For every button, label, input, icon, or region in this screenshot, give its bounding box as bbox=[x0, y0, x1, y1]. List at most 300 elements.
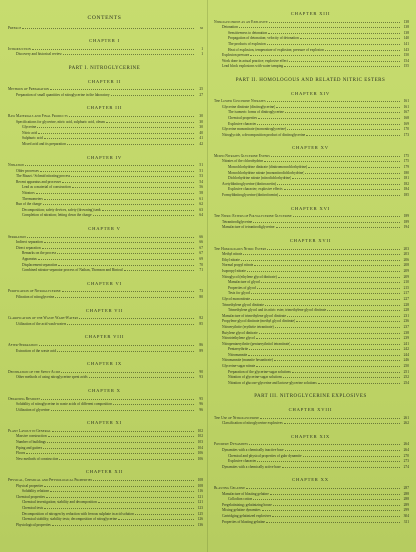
toc-entry-title: Nitrates of the chlorohydrins bbox=[222, 159, 264, 164]
toc-page-number: 121 bbox=[197, 500, 203, 505]
toc-entry-title: Lead block explosions with water tamping bbox=[222, 64, 284, 69]
dot-leader bbox=[118, 519, 194, 520]
toc-page-number: xi bbox=[199, 25, 203, 30]
dot-leader bbox=[47, 442, 194, 443]
dot-leader bbox=[39, 345, 194, 346]
toc-entry-title: Displacement separation bbox=[22, 262, 58, 267]
toc-entry bbox=[212, 64, 409, 70]
chapter-heading: CHAPTER XVII bbox=[289, 238, 332, 243]
dot-leader bbox=[284, 423, 400, 424]
dot-leader bbox=[289, 61, 400, 62]
dot-leader bbox=[43, 448, 194, 449]
toc-entry-title: Formyldinitroglycerine (dinitroformin) bbox=[222, 193, 279, 198]
toc-entry-title: Physiological properties bbox=[16, 522, 51, 527]
toc-entry-title: The isomeric forms of dinitroglycerine bbox=[228, 110, 284, 115]
dot-leader bbox=[67, 324, 194, 325]
dot-leader bbox=[42, 248, 194, 249]
toc-entry-title: Other methods of using nitroglycerine spent acids bbox=[16, 375, 88, 380]
toc-entry-title: Sensitiveness to detonation bbox=[228, 30, 268, 35]
dot-leader bbox=[41, 399, 194, 400]
dot-leader bbox=[293, 216, 400, 217]
dot-leader bbox=[32, 49, 194, 50]
toc-page-number: 173 bbox=[403, 132, 409, 137]
toc-entry-title: Number of buildings bbox=[16, 440, 46, 445]
toc-page-number: 237 bbox=[403, 324, 409, 329]
toc-entry-title: Nitration bbox=[8, 163, 25, 168]
dot-leader bbox=[254, 265, 400, 266]
toc-entry-title: Glycerine mononitrate (mononitroglycerine) bbox=[222, 127, 287, 132]
toc-page-number: 56 bbox=[199, 185, 203, 190]
toc-entry-title: The Use of Nitroglycerine bbox=[214, 415, 260, 420]
toc-page-number: 30 bbox=[199, 119, 203, 124]
toc-entry-title: Propylene glycol dinitrate (methyl glycol dinitrate) bbox=[222, 319, 296, 324]
toc-page-number: 61 bbox=[199, 196, 203, 201]
dot-leader bbox=[305, 173, 400, 174]
dot-leader bbox=[250, 55, 400, 56]
toc-entry-title: The Homologous Nitric Esters bbox=[214, 246, 267, 251]
toc-page-number: 239 bbox=[403, 336, 409, 341]
toc-entry-title: Sulphuric acid bbox=[22, 136, 43, 141]
toc-page-number: 121 bbox=[197, 494, 203, 499]
toc-entry-title: Plant Layout in General bbox=[8, 428, 51, 433]
toc-entry-title: Acetyldinitroglycerine (dinitroacetin) bbox=[222, 181, 276, 186]
toc-entry-title: Separation bbox=[8, 234, 27, 239]
dot-leader bbox=[267, 101, 400, 102]
toc-entry-title: Chemical properties bbox=[228, 115, 258, 120]
dot-leader bbox=[284, 66, 400, 67]
toc-page-number: 96 bbox=[199, 402, 203, 407]
toc-entry-title: Nitroglycol (ethylene glycol dinitrate) bbox=[222, 274, 277, 279]
toc-entry-title: Discovery and historical review bbox=[16, 52, 62, 57]
toc-entry-title: New methods of construction bbox=[16, 456, 59, 461]
toc-entry bbox=[6, 52, 203, 58]
toc-page-number: 304 bbox=[403, 513, 409, 518]
chapter-heading: CHAPTER XIII bbox=[290, 11, 331, 16]
chapter-heading: CHAPTER XII bbox=[85, 469, 124, 475]
toc-entry bbox=[6, 26, 203, 32]
dot-leader bbox=[257, 461, 400, 462]
toc-page-number: 241 bbox=[403, 341, 409, 346]
toc-entry bbox=[212, 421, 409, 427]
toc-page-number: 208 bbox=[403, 263, 409, 268]
dot-leader bbox=[267, 249, 400, 250]
toc-entry-title: Cartridging gelatinized explosives bbox=[222, 513, 272, 518]
toc-entry-title: Solubility relations bbox=[22, 489, 50, 494]
toc-page-number: 273 bbox=[403, 459, 409, 464]
toc-entry-title: Pentaerythrite bbox=[228, 347, 249, 352]
toc-entry bbox=[212, 225, 409, 231]
dot-leader bbox=[287, 316, 400, 317]
toc-entry-title: Butylene glycol dinitrate bbox=[222, 330, 258, 335]
toc-entry-title: Nitromannite bbox=[228, 352, 248, 357]
toc-entry-title: Nitric acid bbox=[22, 130, 38, 135]
toc-page-number: 108 bbox=[197, 483, 203, 488]
dot-leader bbox=[262, 510, 400, 511]
dot-leader bbox=[44, 242, 194, 243]
dot-leader bbox=[59, 459, 194, 460]
toc-entry-title: Purification of Nitroglycerine bbox=[8, 289, 61, 294]
dot-leader bbox=[249, 444, 400, 445]
toc-entry bbox=[212, 193, 409, 199]
toc-page-number: 116 bbox=[197, 489, 203, 494]
dot-leader bbox=[267, 44, 400, 45]
dot-leader bbox=[270, 494, 400, 495]
toc-page-number: 64 bbox=[199, 213, 203, 218]
toc-entry-title: Thermometers bbox=[22, 196, 43, 201]
toc-entry-title: Solubility of nitroglycerine in waste acids of different composition bbox=[16, 402, 112, 407]
dot-leader bbox=[259, 333, 400, 334]
toc-page-number: 251 bbox=[403, 369, 409, 374]
toc-page-number: 138 bbox=[403, 25, 409, 30]
toc-entry-title: Massive construction bbox=[16, 434, 47, 439]
toc-page-number: 170 bbox=[403, 127, 409, 132]
toc-entry bbox=[6, 213, 203, 219]
chapter-heading: CHAPTER IX bbox=[87, 361, 122, 367]
toc-entry-title: Methods of Preparation bbox=[8, 87, 50, 92]
toc-page-number: 82 bbox=[199, 316, 203, 321]
toc-entry-title: Preparation of the glycerine-sugar solutions bbox=[228, 369, 291, 374]
part-heading: PART II. HOMOLOGOUS AND RELATED NITRIC ESTERS bbox=[235, 77, 386, 83]
toc-entry-title: Collodion cotton bbox=[228, 497, 253, 502]
toc-left-column bbox=[6, 4, 203, 528]
dot-leader bbox=[51, 410, 194, 411]
toc-page-number: 254 bbox=[403, 380, 409, 385]
toc-entry-title: Manufacture of blasting gelatine bbox=[222, 491, 269, 496]
toc-page-number: 27 bbox=[199, 92, 203, 97]
toc-entry bbox=[6, 268, 203, 274]
toc-page-number: 288 bbox=[403, 497, 409, 502]
toc-page-number: 209 bbox=[403, 274, 409, 279]
dot-leader bbox=[306, 135, 400, 136]
dot-leader bbox=[251, 293, 400, 294]
dot-leader bbox=[55, 297, 194, 298]
toc-page-number: 206 bbox=[403, 257, 409, 262]
toc-page-number: 180 bbox=[403, 170, 409, 175]
toc-page-number: 288 bbox=[403, 491, 409, 496]
chapter-heading: CHAPTER II bbox=[87, 78, 122, 84]
dot-leader bbox=[287, 129, 400, 130]
chapter-heading: CHAPTER III bbox=[86, 105, 123, 111]
toc-entry-title: Utilization of the acid wash-waters bbox=[16, 321, 67, 326]
dot-leader bbox=[48, 436, 194, 437]
dot-leader bbox=[50, 89, 194, 90]
toc-entry-title: Physical, Chemical and Physiological Properties bbox=[8, 478, 93, 483]
dot-leader bbox=[44, 508, 194, 509]
dot-leader bbox=[276, 107, 400, 108]
dot-leader bbox=[38, 133, 194, 134]
toc-entry-title: Preface bbox=[8, 25, 22, 30]
chapter-heading: CHAPTER XVIII bbox=[288, 407, 333, 413]
toc-entry-title: Decomposition; safety devices, safety (drowning) tank bbox=[22, 207, 101, 212]
toc-entry-title: Methyl nitrate bbox=[222, 252, 243, 257]
toc-page-number: 179 bbox=[403, 165, 409, 170]
toc-page-number: 252 bbox=[403, 375, 409, 380]
toc-page-number: 126 bbox=[197, 517, 203, 522]
dot-leader bbox=[102, 210, 194, 211]
toc-page-number: 238 bbox=[403, 330, 409, 335]
chapter-heading: CHAPTER XV bbox=[292, 145, 329, 151]
toc-page-number: 1 bbox=[201, 52, 203, 57]
toc-entry bbox=[6, 408, 203, 414]
toc-page-number: 242 bbox=[403, 347, 409, 352]
toc-entry-title: Glycerine dinitrate (dinitroglycerine) bbox=[222, 104, 276, 109]
toc-entry bbox=[6, 322, 203, 328]
toc-entry-title: Pregelatinizing; gelatinizing house bbox=[222, 502, 272, 507]
toc-page-number: 175 bbox=[403, 153, 409, 158]
toc-entry-title: Raw Materials and Final Products bbox=[8, 113, 68, 118]
toc-entry-title: Ethyl nitrate bbox=[222, 257, 240, 262]
toc-page-number: 182 bbox=[403, 181, 409, 186]
dot-leader bbox=[124, 270, 194, 271]
toc-page-number: 274 bbox=[403, 464, 409, 469]
toc-entry-title: Preparation of small quantities of nitroglycerine in the laboratory bbox=[16, 92, 110, 97]
toc-page-number: 246 bbox=[403, 358, 409, 363]
dot-leader bbox=[275, 327, 400, 328]
toc-entry bbox=[212, 381, 409, 387]
chapter-heading: CHAPTER VIII bbox=[84, 334, 125, 340]
dot-leader bbox=[135, 514, 194, 515]
toc-entry-title: Mixed Nitrates Glycerine Esters bbox=[214, 153, 270, 158]
toc-page-number: 184 bbox=[403, 187, 409, 192]
toc-entry-title: Classification of nitroglycerine explosives bbox=[222, 421, 283, 426]
toc-entry-title: Remarks on the process bbox=[22, 251, 57, 256]
dot-leader bbox=[273, 505, 400, 506]
toc-entry-title: Properties of blasting gelatine bbox=[222, 519, 266, 524]
toc-entry-title: Detonation bbox=[222, 25, 238, 30]
toc-entry-title: Explosive character bbox=[228, 121, 257, 126]
toc-page-number: 42 bbox=[199, 141, 203, 146]
toc-page-number: 89 bbox=[199, 348, 203, 353]
dot-leader bbox=[258, 118, 400, 119]
chapter-heading: CHAPTER X bbox=[88, 387, 121, 393]
chapter-heading: CHAPTER IV bbox=[87, 154, 122, 160]
dot-leader bbox=[256, 338, 400, 339]
toc-page-number: 228 bbox=[403, 308, 409, 313]
toc-page-number: 103 bbox=[197, 440, 203, 445]
toc-page-number: 104 bbox=[197, 445, 203, 450]
toc-entry-title: Dichlorhydrine nitrate (nitrodichlorhydrine) bbox=[228, 176, 292, 181]
toc-entry-title: Older processes bbox=[16, 168, 39, 173]
toc-entry-title: Chemical stability; stability tests; decomposition of nitroglycerine bbox=[22, 517, 118, 522]
toc-page-number: 185 bbox=[403, 193, 409, 198]
dot-leader bbox=[89, 377, 194, 378]
chapter-heading: CHAPTER XIV bbox=[290, 90, 331, 96]
dot-leader bbox=[260, 418, 400, 419]
dot-leader bbox=[111, 95, 194, 96]
dot-leader bbox=[291, 344, 400, 345]
dot-leader bbox=[25, 165, 194, 166]
toc-page-number: 194 bbox=[403, 225, 409, 230]
toc-page-number: 227 bbox=[403, 296, 409, 301]
dot-leader bbox=[46, 497, 194, 498]
dot-leader bbox=[44, 199, 194, 200]
toc-entry-title: Extraction of the waste acid bbox=[16, 348, 57, 353]
toc-entry-title: Utilization of glycerine bbox=[16, 407, 50, 412]
toc-page-number: 80 bbox=[199, 294, 203, 299]
dot-leader bbox=[257, 124, 400, 125]
dot-leader bbox=[106, 122, 194, 123]
dot-leader bbox=[271, 156, 400, 157]
dot-leader bbox=[300, 38, 400, 39]
toc-page-number: 264 bbox=[403, 448, 409, 452]
toc-entry-title: Normal propyl nitrate bbox=[222, 263, 254, 268]
dot-leader bbox=[50, 491, 194, 492]
toc-entry-title: Nitroglycerine as an Explosive bbox=[214, 19, 268, 24]
dot-leader bbox=[247, 271, 400, 272]
chapter-heading: CHAPTER VI bbox=[87, 280, 122, 286]
toc-page-number: 168 bbox=[403, 115, 409, 120]
toc-entry-title: Clarification of the Waste Wash-Waters bbox=[8, 316, 79, 321]
toc-entry-title: Explosion pressure bbox=[222, 53, 250, 58]
toc-page-number: 58 bbox=[199, 191, 203, 196]
toc-page-number: 150 bbox=[403, 53, 409, 58]
dot-leader bbox=[44, 486, 194, 487]
toc-page-number: 261 bbox=[403, 415, 409, 420]
dot-leader bbox=[256, 366, 400, 367]
toc-entry-title: Work done in actual practice; explosive effect bbox=[222, 58, 288, 63]
dot-leader bbox=[22, 28, 194, 29]
toc-entry-title: Filtration of nitroglycerine bbox=[16, 294, 55, 299]
dot-leader bbox=[37, 127, 194, 128]
dot-leader bbox=[93, 480, 194, 481]
dot-leader bbox=[292, 178, 400, 179]
toc-page-number: 175 bbox=[403, 159, 409, 164]
toc-page-number: 66 bbox=[199, 234, 203, 239]
toc-page-number: 141 bbox=[403, 41, 409, 46]
toc-page-number: 231 bbox=[403, 313, 409, 318]
toc-entry-title: Piping and gutters bbox=[16, 445, 43, 450]
toc-entry-title: Nitrators bbox=[22, 191, 35, 196]
chapter-heading: CHAPTER XIX bbox=[290, 433, 331, 439]
toc-page-number: 181 bbox=[403, 176, 409, 181]
dot-leader bbox=[268, 33, 400, 34]
toc-page-number: 262 bbox=[403, 421, 409, 426]
part-heading: PART III. NITROGLYCERINE EXPLOSIVES bbox=[254, 394, 367, 400]
dot-leader bbox=[239, 27, 400, 28]
chapter-heading: CHAPTER XVI bbox=[290, 205, 331, 211]
toc-right-column bbox=[212, 4, 409, 525]
toc-entry-title: Nitration of glycerine-sugar solutions bbox=[228, 375, 282, 380]
toc-page-number: 161 bbox=[403, 99, 409, 104]
page-title: CONTENTS bbox=[87, 15, 122, 21]
chapter-heading: CHAPTER I bbox=[89, 38, 120, 44]
toc-page-number: 270 bbox=[403, 453, 409, 458]
toc-entry bbox=[6, 93, 203, 99]
dot-leader bbox=[241, 260, 400, 261]
toc-page-number: 90 bbox=[199, 369, 203, 374]
toc-page-number: 161 bbox=[403, 104, 409, 109]
dot-leader bbox=[113, 404, 194, 405]
dot-leader bbox=[246, 488, 400, 489]
dot-leader bbox=[52, 431, 194, 432]
toc-entry-title: Tetranitrodiglycerine bbox=[222, 219, 253, 224]
toc-page-number: 73 bbox=[199, 289, 203, 294]
toc-page-number: 143 bbox=[403, 47, 409, 52]
toc-entry-title: Heat of explosion, temperature of explosion; pressure of explosion bbox=[228, 47, 324, 52]
dot-leader bbox=[72, 187, 194, 188]
chapter-heading: CHAPTER VII bbox=[85, 307, 124, 313]
dot-leader bbox=[327, 310, 400, 311]
toc-entry-title: Manufacture of trimethylene glycol dinitrate bbox=[222, 313, 287, 318]
part-heading: PART I. NITROGLYCERINE bbox=[68, 65, 141, 71]
dot-leader bbox=[43, 204, 194, 205]
toc-page-number: 71 bbox=[199, 268, 203, 273]
dot-leader bbox=[61, 372, 194, 373]
toc-entry-title: Combined nitrator-separator process of Nathan, Thomson and Rintoul bbox=[22, 268, 123, 273]
toc-entry-title: Direct separation bbox=[16, 245, 41, 250]
dot-leader bbox=[279, 195, 400, 196]
toc-page-number: 125 bbox=[197, 511, 203, 516]
toc-page-number: 136 bbox=[197, 522, 203, 527]
toc-entry-title: Tests for glycol bbox=[228, 291, 251, 296]
toc-page-number: 41 bbox=[199, 136, 203, 141]
toc-entry bbox=[212, 520, 409, 526]
toc-page-number: 51 bbox=[199, 168, 203, 173]
toc-entry-title: Dynamites with a chemically active base bbox=[222, 464, 281, 469]
toc-entry-title: Monochlorhydrine dinitrate (dinitromonochlorhydrine) bbox=[228, 165, 308, 170]
toc-entry-title: Isopropyl nitrate bbox=[222, 268, 246, 273]
dot-leader bbox=[44, 138, 194, 139]
toc-page-number: 70 bbox=[199, 262, 203, 267]
toc-entry-title: Obtaining Residues bbox=[8, 396, 41, 401]
toc-entry-title: Properties of glycol bbox=[228, 285, 257, 290]
toc-page-number: 67 bbox=[199, 251, 203, 256]
toc-entry-title: Explosive character bbox=[228, 459, 257, 464]
dot-leader bbox=[251, 299, 400, 300]
toc-entry-title: Manufacture of tetranitrodiglycerine bbox=[222, 225, 275, 230]
toc-page-number: 138 bbox=[403, 30, 409, 35]
toc-entry bbox=[6, 375, 203, 381]
toc-entry-title: Chemical investigation; stability and decomposition bbox=[22, 500, 97, 505]
dot-leader bbox=[292, 372, 400, 373]
dot-leader bbox=[71, 176, 194, 177]
dot-leader bbox=[285, 450, 400, 451]
dot-leader bbox=[264, 161, 400, 162]
toc-entry-title: Indirect separation bbox=[16, 240, 43, 245]
toc-entry-title: Mixing gelatine dynamites bbox=[222, 508, 261, 513]
dot-leader bbox=[283, 377, 400, 378]
toc-page-number: 287 bbox=[403, 485, 409, 490]
toc-entry-title: Nitromannite (mannite hexanitrate) bbox=[222, 358, 273, 363]
dot-leader bbox=[318, 383, 400, 384]
toc-entry-title: Powdery Dynamites bbox=[214, 442, 248, 447]
toc-page-number: 108 bbox=[197, 478, 203, 483]
dot-leader bbox=[63, 54, 194, 55]
dot-leader bbox=[284, 189, 400, 190]
toc-entry-title: Chemical properties bbox=[16, 494, 46, 499]
toc-page-number: 140 bbox=[403, 36, 409, 41]
toc-entry bbox=[6, 295, 203, 301]
toc-page-number: 215 bbox=[403, 285, 409, 290]
toc-entry-title: Nitroerythrite (erythrite tetranitrate) bbox=[222, 324, 274, 329]
toc-entry bbox=[6, 523, 203, 529]
dot-leader bbox=[58, 265, 194, 266]
toc-page-number: 210 bbox=[403, 280, 409, 285]
toc-entry-title: Completion of nitration; letting down the charge bbox=[22, 213, 92, 218]
toc-entry-title: The products of explosion bbox=[228, 41, 266, 46]
toc-page-number: 155 bbox=[403, 64, 409, 69]
toc-entry-title: Explosive character; explosive effects bbox=[228, 187, 283, 192]
toc-page-number: 93 bbox=[199, 375, 203, 380]
toc-entry bbox=[6, 349, 203, 355]
toc-entry-title: Run of the charge bbox=[16, 202, 42, 207]
toc-entry-title: Nitrotriethylene glycol bbox=[222, 336, 255, 341]
toc-page-number: 189 bbox=[403, 214, 409, 219]
dot-leader bbox=[253, 222, 400, 223]
dot-leader bbox=[62, 182, 194, 183]
toc-entry-title: Specifications for glycerine, nitric acid, sulphuric acid, oleum bbox=[16, 119, 105, 124]
toc-page-number: 95 bbox=[199, 396, 203, 401]
